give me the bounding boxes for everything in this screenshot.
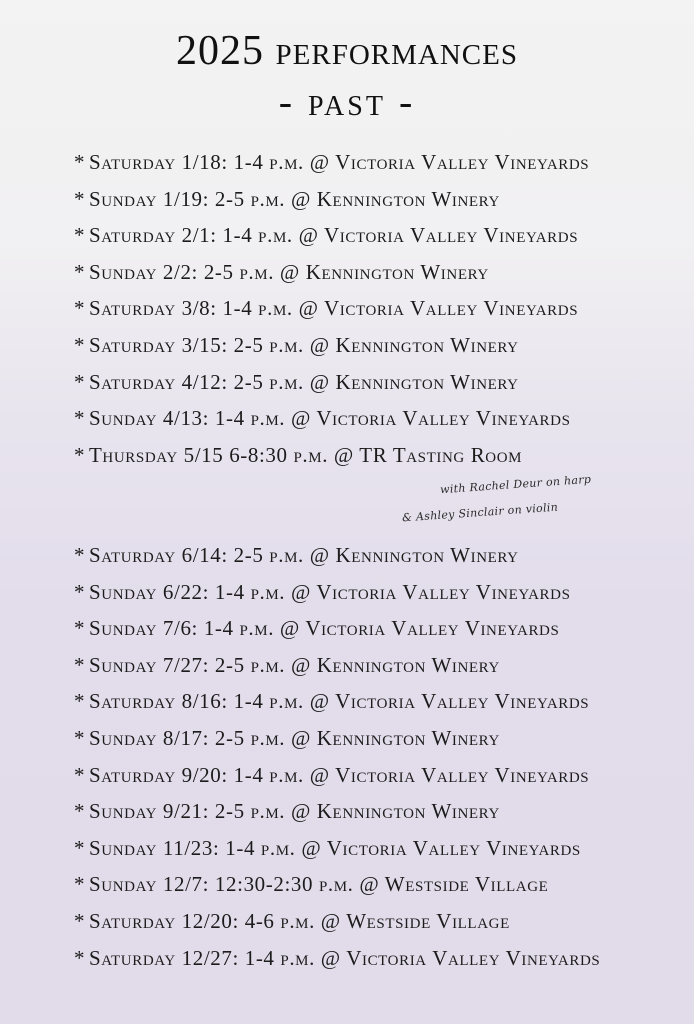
list-item: * Sunday 4/13: 1-4 p.m. @ Victoria Valley Vineyards	[74, 406, 571, 431]
bullet-star: *	[74, 872, 86, 897]
bullet-star: *	[74, 186, 86, 211]
list-item: * Saturday 12/27: 1-4 p.m. @ Victoria Valley Vineyards	[74, 945, 601, 970]
handwritten-note-violin: & Ashley Sinclair on violin	[401, 500, 559, 525]
bullet-star: *	[74, 406, 86, 431]
bullet-star: *	[74, 689, 86, 714]
bullet-star: *	[74, 616, 86, 641]
page-subtitle: - past -	[278, 79, 416, 124]
list-item: * Saturday 1/18: 1-4 p.m. @ Victoria Valley Vineyards	[74, 150, 590, 174]
performance-list-part2	[74, 541, 674, 980]
bullet-star: *	[74, 150, 86, 174]
list-item: * Saturday 2/1: 1-4 p.m. @ Victoria Valley Vineyards	[74, 223, 579, 248]
bullet-star: *	[74, 369, 86, 394]
bullet-star: *	[74, 543, 86, 567]
bullet-star: *	[74, 725, 86, 750]
list-item: * Sunday 2/2: 2-5 p.m. @ Kennington Winery	[74, 259, 489, 284]
bullet-star: *	[74, 579, 86, 604]
performance-list-part1	[74, 148, 674, 477]
bullet-star: *	[74, 332, 86, 357]
list-item: * Saturday 12/20: 4-6 p.m. @ Westside Village	[74, 908, 510, 933]
bullet-star: *	[74, 945, 86, 970]
bullet-star: *	[74, 223, 86, 248]
handwritten-note-harp: with Rachel Deur on harp	[439, 472, 592, 497]
list-item: * Saturday 3/8: 1-4 p.m. @ Victoria Valley Vineyards	[74, 296, 579, 321]
list-item: * Saturday 6/14: 2-5 p.m. @ Kennington Winery	[74, 543, 519, 567]
bullet-star: *	[74, 296, 86, 321]
list-item: * Sunday 1/19: 2-5 p.m. @ Kennington Winery	[74, 186, 500, 211]
bullet-star: *	[74, 762, 86, 787]
list-item: * Saturday 3/15: 2-5 p.m. @ Kennington Winery	[74, 332, 519, 357]
list-item: * Saturday 8/16: 1-4 p.m. @ Victoria Valley Vineyards	[74, 689, 590, 714]
bullet-star: *	[74, 259, 86, 284]
bullet-star: *	[74, 908, 86, 933]
list-item: * Saturday 4/12: 2-5 p.m. @ Kennington Winery	[74, 369, 519, 394]
list-item: * Saturday 9/20: 1-4 p.m. @ Victoria Valley Vineyards	[74, 762, 590, 787]
bullet-star: *	[74, 652, 86, 677]
bullet-star: *	[74, 799, 86, 824]
list-item: * Sunday 7/27: 2-5 p.m. @ Kennington Winery	[74, 652, 500, 677]
list-item: * Thursday 5/15 6-8:30 p.m. @ TR Tasting Room	[74, 442, 523, 467]
list-item: * Sunday 11/23: 1-4 p.m. @ Victoria Valley Vineyards	[74, 835, 581, 860]
list-item: * Sunday 9/21: 2-5 p.m. @ Kennington Winery	[74, 799, 500, 824]
bullet-star: *	[74, 442, 86, 467]
list-item: * Sunday 6/22: 1-4 p.m. @ Victoria Valley Vineyards	[74, 579, 571, 604]
list-item: * Sunday 8/17: 2-5 p.m. @ Kennington Winery	[74, 725, 500, 750]
bullet-star: *	[74, 835, 86, 860]
list-item: * Sunday 12/7: 12:30-2:30 p.m. @ Westside Village	[74, 872, 549, 897]
page-title: 2025 performances	[176, 28, 518, 74]
list-item: * Sunday 7/6: 1-4 p.m. @ Victoria Valley Vineyards	[74, 616, 560, 641]
